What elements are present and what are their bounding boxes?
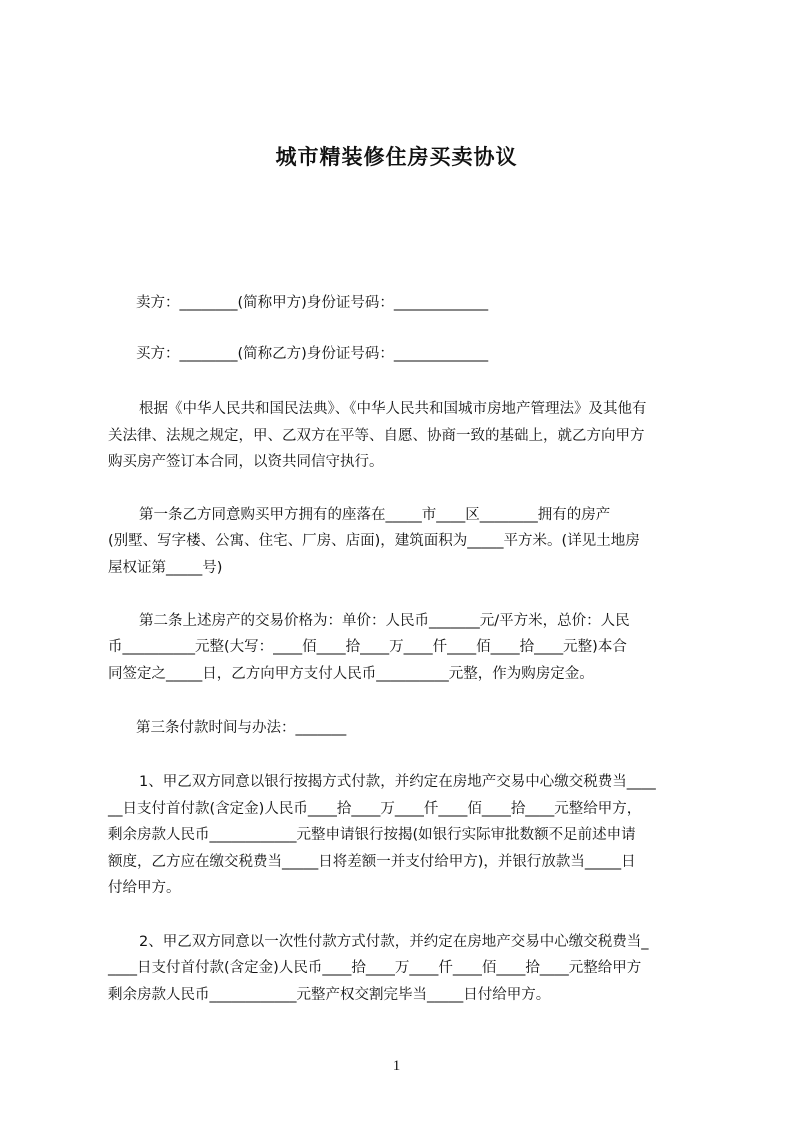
- document-title: 城市精装修住房买卖协议: [275, 145, 518, 169]
- article1-line: 第一条乙方同意购买甲方拥有的座落在_____市____区________拥有的房产: [139, 507, 611, 523]
- option2-line: 剩余房款人民币____________元整产权交割完毕当_____日付给甲方。: [108, 987, 551, 1003]
- option1-line: 付给甲方。: [108, 880, 181, 896]
- preamble-line: 关法律、法规之规定，甲、乙双方在平等、自愿、协商一致的基础上，就乙方向甲方: [108, 428, 645, 444]
- article2-line: 第二条上述房产的交易价格为：单价：人民币_______元/平方米，总价：人民: [139, 613, 630, 629]
- article2-line: 币__________元整(大写：____佰____拾____万____仟____佰____拾____元整)本合: [108, 639, 627, 655]
- preamble-line: 根据《中华人民共和国民法典》、《中华人民共和国城市房地产管理法》及其他有: [139, 401, 647, 417]
- page-number: 1: [392, 1058, 401, 1074]
- article2-line: 同签定之_____日，乙方向甲方支付人民币__________元整，作为购房定金。: [108, 666, 594, 682]
- buyer-line: 买方：________(简称乙方)身份证号码：_____________: [136, 346, 489, 362]
- option1-line: 额度，乙方应在缴交税费当_____日将差额一并支付给甲方)，并银行放款当_____日: [108, 854, 636, 870]
- option1-line: __日支付首付款(含定金)人民币____拾____万____仟____佰____拾____元整给甲方，: [108, 801, 642, 817]
- option1-line: 剩余房款人民币____________元整申请银行按揭(如银行实际审批数额不足前述申请: [108, 827, 636, 843]
- preamble-line: 购买房产签订本合同，以资共同信守执行。: [108, 454, 384, 470]
- article1-line: 屋权证第_____号): [108, 560, 223, 576]
- option2-line: ____日支付首付款(含定金)人民币____拾____万____仟____佰____拾____元整给甲方: [108, 960, 642, 976]
- seller-line: 卖方：________(简称甲方)身份证号码：_____________: [136, 295, 489, 311]
- article1-line: (别墅、写字楼、公寓、住宅、厂房、店面)，建筑面积为_____平方米。(详见土地房: [108, 533, 640, 549]
- option1-line: 1、甲乙双方同意以银行按揭方式付款，并约定在房地产交易中心缴交税费当____: [139, 774, 656, 790]
- article3-heading: 第三条付款时间与办法：_______: [136, 720, 347, 736]
- option2-line: 2、甲乙双方同意以一次性付款方式付款，并约定在房地产交易中心缴交税费当_: [139, 934, 649, 950]
